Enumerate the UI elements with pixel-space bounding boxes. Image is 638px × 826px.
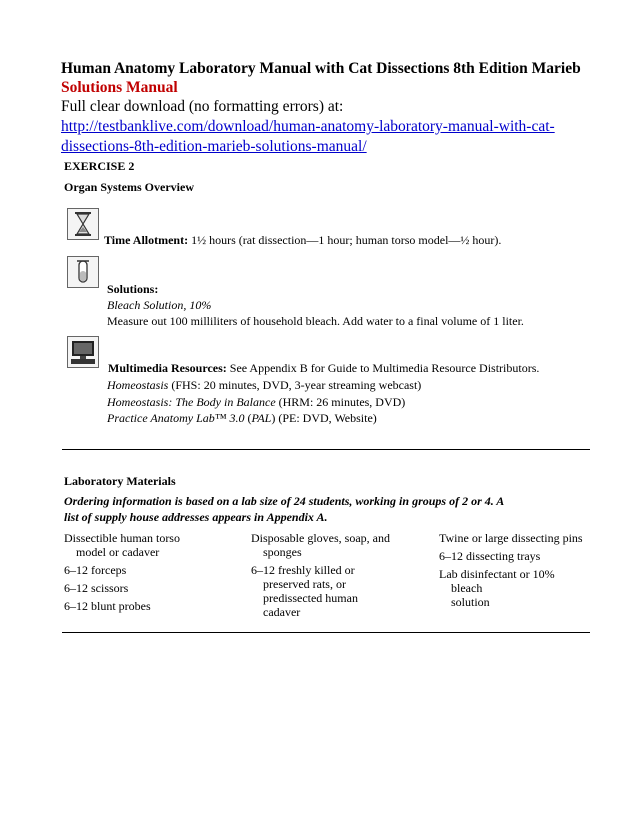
- time-allotment: [104, 233, 501, 248]
- exercise-number: EXERCISE 2: [64, 159, 135, 173]
- solution-instructions: Measure out 100 milliliters of household bleach. Add water to a final volume of 1 liter.: [107, 314, 524, 328]
- list-item: 6–12 scissors: [64, 581, 129, 595]
- list-item: Dissectible human torso model or cadaver: [64, 531, 180, 559]
- media-item: [107, 411, 377, 426]
- list-item: 6–12 blunt probes: [64, 599, 151, 613]
- ordering-note: [64, 493, 504, 525]
- multimedia-text: See Appendix B for Guide to Multimedia Resource Distributors.: [229, 361, 540, 375]
- media-title: Homeostasis: [107, 378, 169, 392]
- list-item: Lab disinfectant or 10% bleach solution: [439, 567, 555, 609]
- computer-icon: [67, 336, 99, 368]
- media-detail: (HRM: 26 minutes, DVD): [275, 395, 406, 409]
- document-title: Human Anatomy Laboratory Manual with Cat Dissections 8th Edition Marieb: [61, 60, 581, 77]
- materials-column-1: [64, 531, 244, 617]
- download-link-line2[interactable]: dissections-8th-edition-marieb-solutions-manual/: [61, 138, 367, 155]
- ordering-note-line2: list of supply house addresses appears in Appendix A.: [64, 510, 328, 524]
- solution-name: Bleach Solution, 10%: [107, 298, 212, 312]
- materials-column-3: [439, 531, 599, 613]
- list-item: Twine or large dissecting pins: [439, 531, 583, 545]
- time-allotment-label: Time Allotment:: [104, 233, 189, 247]
- solutions-label: Solutions:: [107, 282, 159, 296]
- download-link[interactable]: [61, 117, 581, 157]
- list-item: 6–12 dissecting trays: [439, 549, 541, 563]
- time-allotment-text: 1½ hours (rat dissection—1 hour; human torso model—½ hour).: [191, 233, 502, 247]
- media-title-abbrev: PAL: [251, 411, 272, 425]
- hourglass-icon: [67, 208, 99, 240]
- lab-materials-heading: Laboratory Materials: [64, 474, 176, 488]
- exercise-title: Organ Systems Overview: [64, 180, 194, 194]
- multimedia-resources: [108, 361, 539, 376]
- list-item: Disposable gloves, soap, and sponges: [251, 531, 390, 559]
- list-item: 6–12 forceps: [64, 563, 127, 577]
- document-subtitle: Solutions Manual: [61, 79, 178, 96]
- download-link-line1[interactable]: http://testbanklive.com/download/human-anatomy-laboratory-manual-with-cat-: [61, 118, 555, 135]
- test-tube-icon: [67, 256, 99, 288]
- media-item: [107, 395, 405, 410]
- media-item: [107, 378, 421, 393]
- multimedia-label: Multimedia Resources:: [108, 361, 227, 375]
- list-item: 6–12 freshly killed or preserved rats, or predissected human cadaver: [251, 563, 358, 619]
- media-detail: (FHS: 20 minutes, DVD, 3-year streaming webcast): [168, 378, 422, 392]
- divider: [62, 632, 590, 633]
- download-text: Full clear download (no formatting errors) at:: [61, 98, 344, 115]
- ordering-note-line1: Ordering information is based on a lab size of 24 students, working in groups of 2 or 4. A: [64, 494, 505, 508]
- media-detail: ) (PE: DVD, Website): [271, 411, 377, 425]
- media-title: Practice Anatomy Lab™ 3.0: [107, 411, 245, 425]
- media-title: Homeostasis: The Body in Balance: [107, 395, 276, 409]
- media-paren: (: [244, 411, 252, 425]
- divider: [62, 449, 590, 450]
- materials-column-2: [251, 531, 431, 623]
